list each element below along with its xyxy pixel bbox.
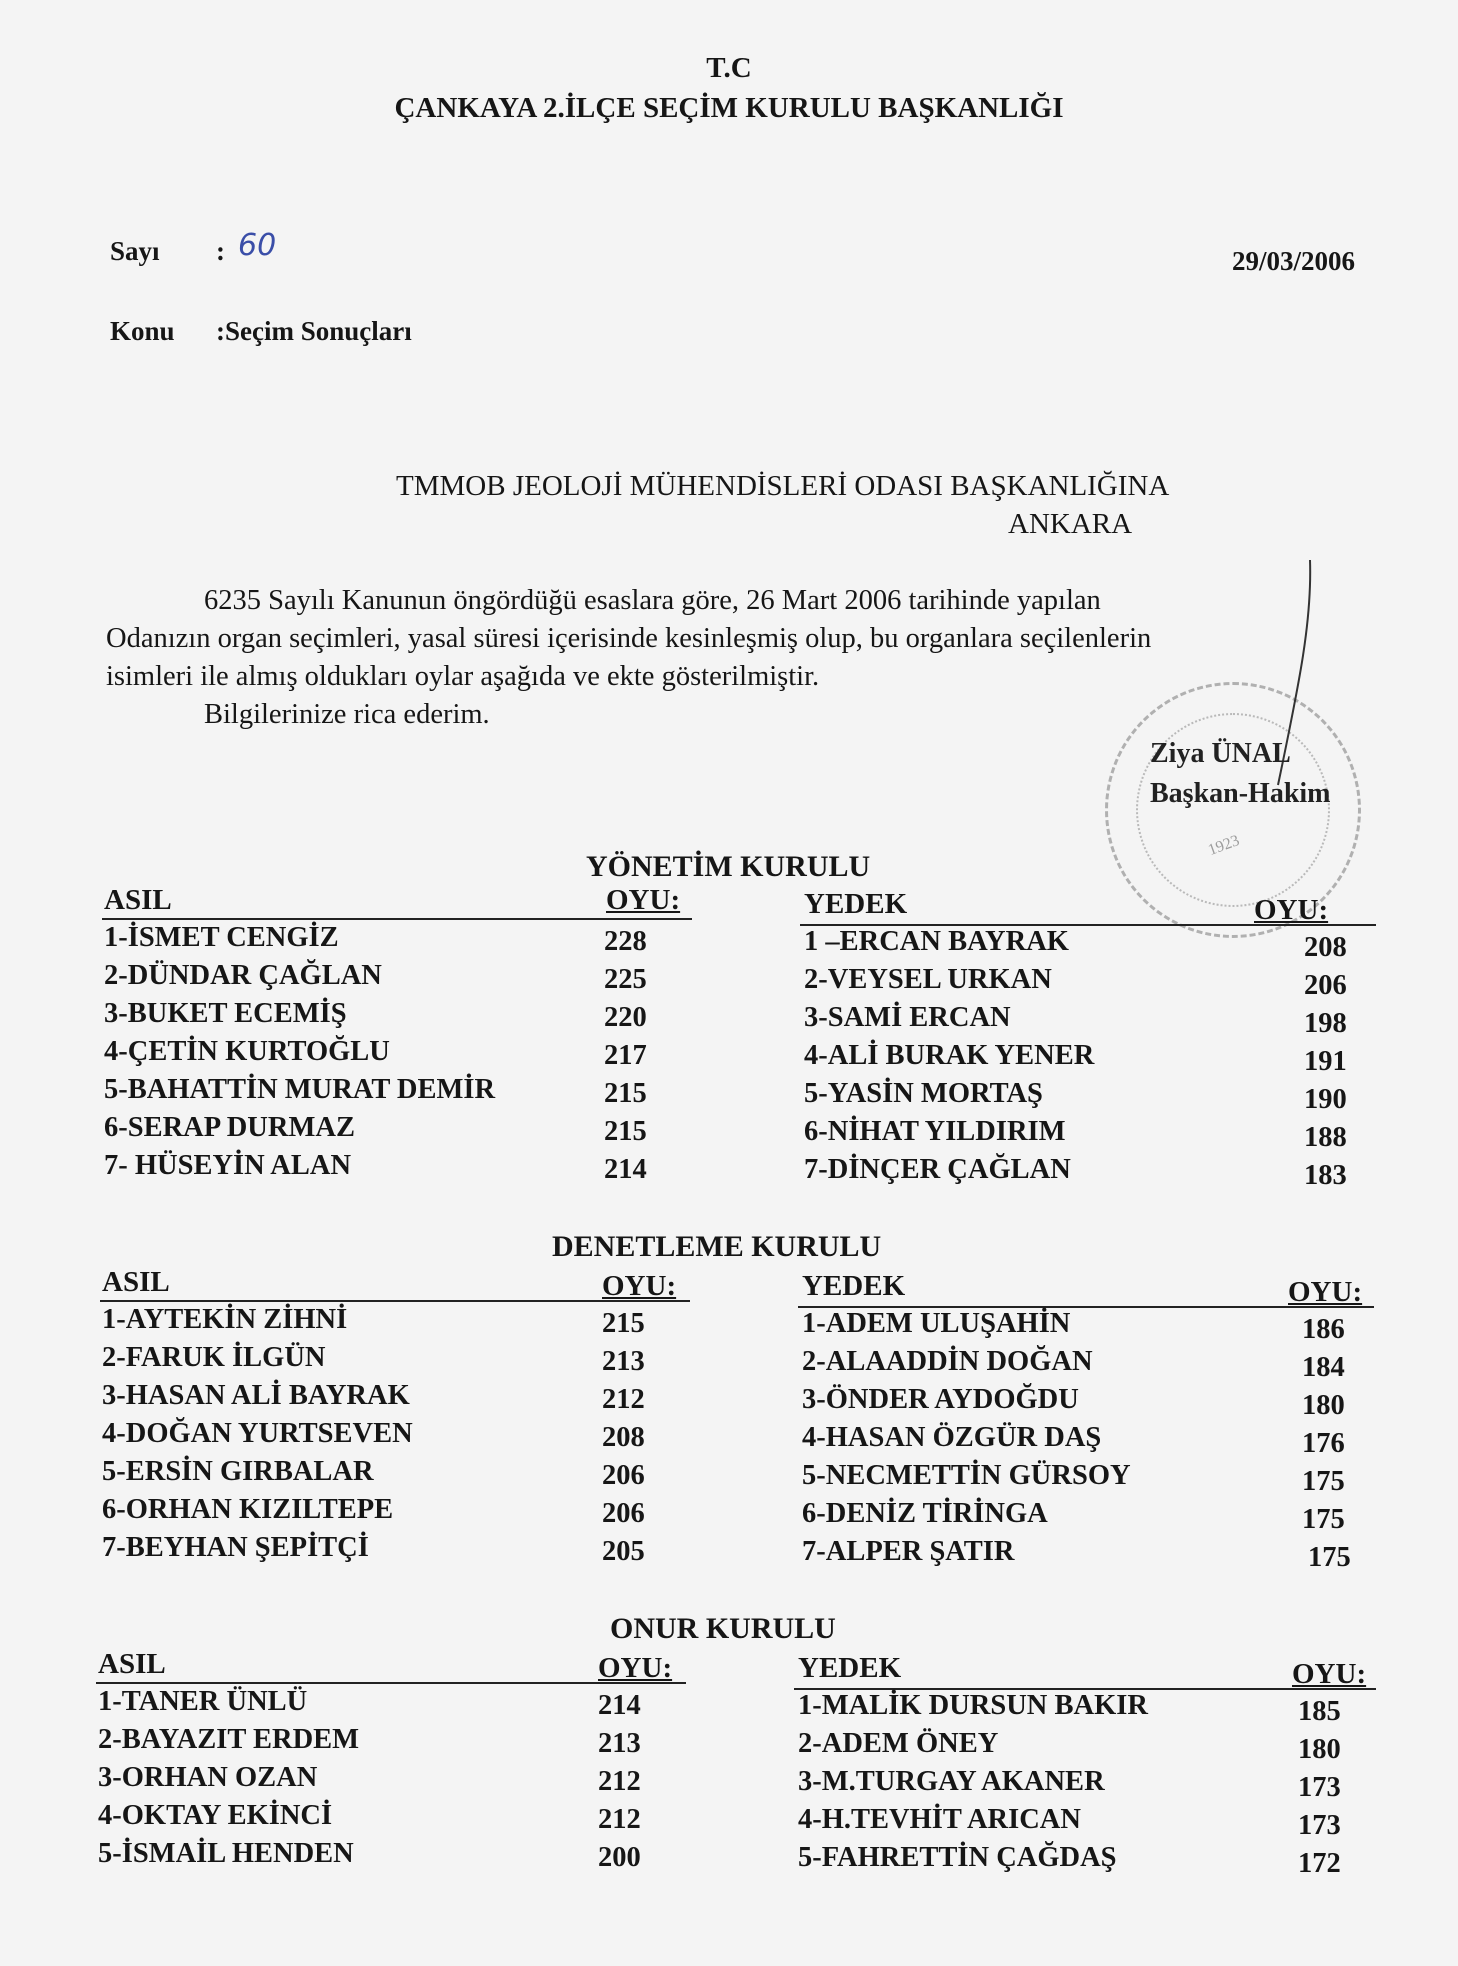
yedek-header: YEDEK	[798, 1652, 902, 1684]
section-title-denetleme: DENETLEME KURULU	[552, 1230, 882, 1263]
vote-count: 198	[1304, 1008, 1347, 1039]
list-item: 4-DOĞAN YURTSEVEN	[102, 1418, 413, 1449]
vote-count: 206	[602, 1498, 645, 1529]
asil-header: ASIL	[104, 884, 172, 916]
vote-count: 175	[1308, 1542, 1351, 1573]
konu-value: :Seçim Sonuçları	[216, 316, 412, 346]
list-item: 1-İSMET CENGİZ	[104, 922, 339, 953]
body-paragraph-line2: Odanızın organ seçimleri, yasal süresi içerisinde kesinleşmiş olup, bu organlara seçilenlerin	[106, 623, 1152, 654]
header-authority: ÇANKAYA 2.İLÇE SEÇİM KURULU BAŞKANLIĞI	[394, 92, 1064, 124]
list-item: 2-VEYSEL URKAN	[804, 964, 1052, 995]
document-date: 29/03/2006	[1232, 246, 1356, 276]
list-item: 4-H.TEVHİT ARICAN	[798, 1804, 1081, 1835]
list-item: 3-ÖNDER AYDOĞDU	[802, 1384, 1079, 1415]
list-item: 5-ERSİN GIRBALAR	[102, 1456, 374, 1487]
vote-count: 206	[602, 1460, 645, 1491]
vote-count: 186	[1302, 1314, 1345, 1345]
seal-year: 1923	[1205, 832, 1242, 859]
list-item: 6-SERAP DURMAZ	[104, 1112, 355, 1143]
sayi-label: Sayı	[110, 236, 160, 266]
list-item: 1 –ERCAN BAYRAK	[804, 926, 1069, 957]
vote-count: 190	[1304, 1084, 1347, 1115]
list-item: 2-FARUK İLGÜN	[102, 1342, 326, 1373]
list-item: 4-ÇETİN KURTOĞLU	[104, 1036, 390, 1067]
addressee-line1: TMMOB JEOLOJİ MÜHENDİSLERİ ODASI BAŞKANLIĞINA	[396, 470, 1170, 502]
vote-count: 184	[1302, 1352, 1345, 1383]
vote-count: 225	[604, 964, 647, 995]
vote-count: 173	[1298, 1772, 1341, 1803]
list-item: 5-YASİN MORTAŞ	[804, 1078, 1043, 1109]
list-item: 3-ORHAN OZAN	[98, 1762, 318, 1793]
list-item: 5-NECMETTİN GÜRSOY	[802, 1460, 1131, 1491]
list-item: 2-BAYAZIT ERDEM	[98, 1724, 360, 1755]
vote-count: 228	[604, 926, 647, 957]
konu-label: Konu	[110, 316, 175, 346]
asil-header: ASIL	[98, 1648, 166, 1680]
vote-count: 172	[1298, 1848, 1341, 1879]
vote-count: 206	[1304, 970, 1347, 1001]
vote-count: 180	[1298, 1734, 1341, 1765]
vote-count: 175	[1302, 1504, 1345, 1535]
vote-count: 215	[604, 1116, 647, 1147]
vote-count: 175	[1302, 1466, 1345, 1497]
section-title-yonetim: YÖNETİM KURULU	[586, 850, 871, 883]
asil-header-rule	[102, 918, 692, 920]
vote-count: 217	[604, 1040, 647, 1071]
vote-count: 188	[1304, 1122, 1347, 1153]
list-item: 7- HÜSEYİN ALAN	[104, 1150, 352, 1181]
asil-oyu-header: OYU:	[598, 1652, 673, 1684]
yedek-header: YEDEK	[802, 1270, 906, 1302]
vote-count: 215	[604, 1078, 647, 1109]
vote-count: 212	[598, 1804, 641, 1835]
yedek-header: YEDEK	[804, 888, 908, 920]
addressee-line2: ANKARA	[1008, 508, 1133, 540]
signatory-name: Ziya ÜNAL	[1150, 738, 1291, 769]
body-paragraph-line1: 6235 Sayılı Kanunun öngördüğü esaslara göre, 26 Mart 2006 tarihinde yapılan	[204, 585, 1101, 616]
asil-oyu-header: OYU:	[606, 884, 681, 916]
list-item: 5-İSMAİL HENDEN	[98, 1838, 354, 1869]
vote-count: 214	[598, 1690, 641, 1721]
list-item: 3-M.TURGAY AKANER	[798, 1766, 1105, 1797]
vote-count: 191	[1304, 1046, 1347, 1077]
list-item: 3-SAMİ ERCAN	[804, 1002, 1011, 1033]
list-item: 5-FAHRETTİN ÇAĞDAŞ	[798, 1842, 1117, 1873]
vote-count: 200	[598, 1842, 641, 1873]
header-tc: T.C	[706, 52, 752, 84]
sayi-handwritten-value: 60	[238, 228, 277, 263]
list-item: 7-BEYHAN ŞEPİTÇİ	[102, 1532, 369, 1563]
body-paragraph-line3: isimleri ile almış oldukları oylar aşağıda ve ekte gösterilmiştir.	[106, 661, 820, 692]
list-item: 1-TANER ÜNLÜ	[98, 1686, 308, 1717]
vote-count: 214	[604, 1154, 647, 1185]
yedek-oyu-header: OYU:	[1254, 894, 1329, 926]
vote-count: 176	[1302, 1428, 1345, 1459]
signatory-title: Başkan-Hakim	[1150, 778, 1331, 809]
vote-count: 212	[598, 1766, 641, 1797]
list-item: 2-ADEM ÖNEY	[798, 1728, 999, 1759]
list-item: 1-MALİK DURSUN BAKIR	[798, 1690, 1148, 1721]
list-item: 1-AYTEKİN ZİHNİ	[102, 1304, 348, 1335]
body-closing: Bilgilerinize rica ederim.	[204, 699, 490, 730]
vote-count: 213	[598, 1728, 641, 1759]
list-item: 7-DİNÇER ÇAĞLAN	[804, 1154, 1071, 1185]
asil-header-rule	[100, 1300, 690, 1302]
asil-header: ASIL	[102, 1266, 170, 1298]
list-item: 4-HASAN ÖZGÜR DAŞ	[802, 1422, 1102, 1453]
list-item: 4-OKTAY EKİNCİ	[98, 1800, 333, 1831]
asil-header-rule	[96, 1682, 686, 1684]
vote-count: 220	[604, 1002, 647, 1033]
vote-count: 215	[602, 1308, 645, 1339]
yedek-oyu-header: OYU:	[1288, 1276, 1363, 1308]
vote-count: 208	[602, 1422, 645, 1453]
list-item: 6-NİHAT YILDIRIM	[804, 1116, 1066, 1147]
vote-count: 213	[602, 1346, 645, 1377]
list-item: 5-BAHATTİN MURAT DEMİR	[104, 1074, 496, 1105]
vote-count: 180	[1302, 1390, 1345, 1421]
yedek-oyu-header: OYU:	[1292, 1658, 1367, 1690]
list-item: 2-DÜNDAR ÇAĞLAN	[104, 960, 382, 991]
section-title-onur: ONUR KURULU	[610, 1612, 836, 1645]
list-item: 6-DENİZ TİRİNGA	[802, 1498, 1048, 1529]
list-item: 2-ALAADDİN DOĞAN	[802, 1346, 1093, 1377]
list-item: 1-ADEM ULUŞAHİN	[802, 1308, 1071, 1339]
vote-count: 183	[1304, 1160, 1347, 1191]
vote-count: 208	[1304, 932, 1347, 963]
list-item: 3-HASAN ALİ BAYRAK	[102, 1380, 410, 1411]
vote-count: 185	[1298, 1696, 1341, 1727]
sayi-colon: :	[216, 236, 225, 266]
list-item: 4-ALİ BURAK YENER	[804, 1040, 1095, 1071]
list-item: 7-ALPER ŞATIR	[802, 1536, 1015, 1567]
list-item: 3-BUKET ECEMİŞ	[104, 998, 347, 1029]
asil-oyu-header: OYU:	[602, 1270, 677, 1302]
vote-count: 212	[602, 1384, 645, 1415]
vote-count: 173	[1298, 1810, 1341, 1841]
list-item: 6-ORHAN KIZILTEPE	[102, 1494, 394, 1525]
vote-count: 205	[602, 1536, 645, 1567]
